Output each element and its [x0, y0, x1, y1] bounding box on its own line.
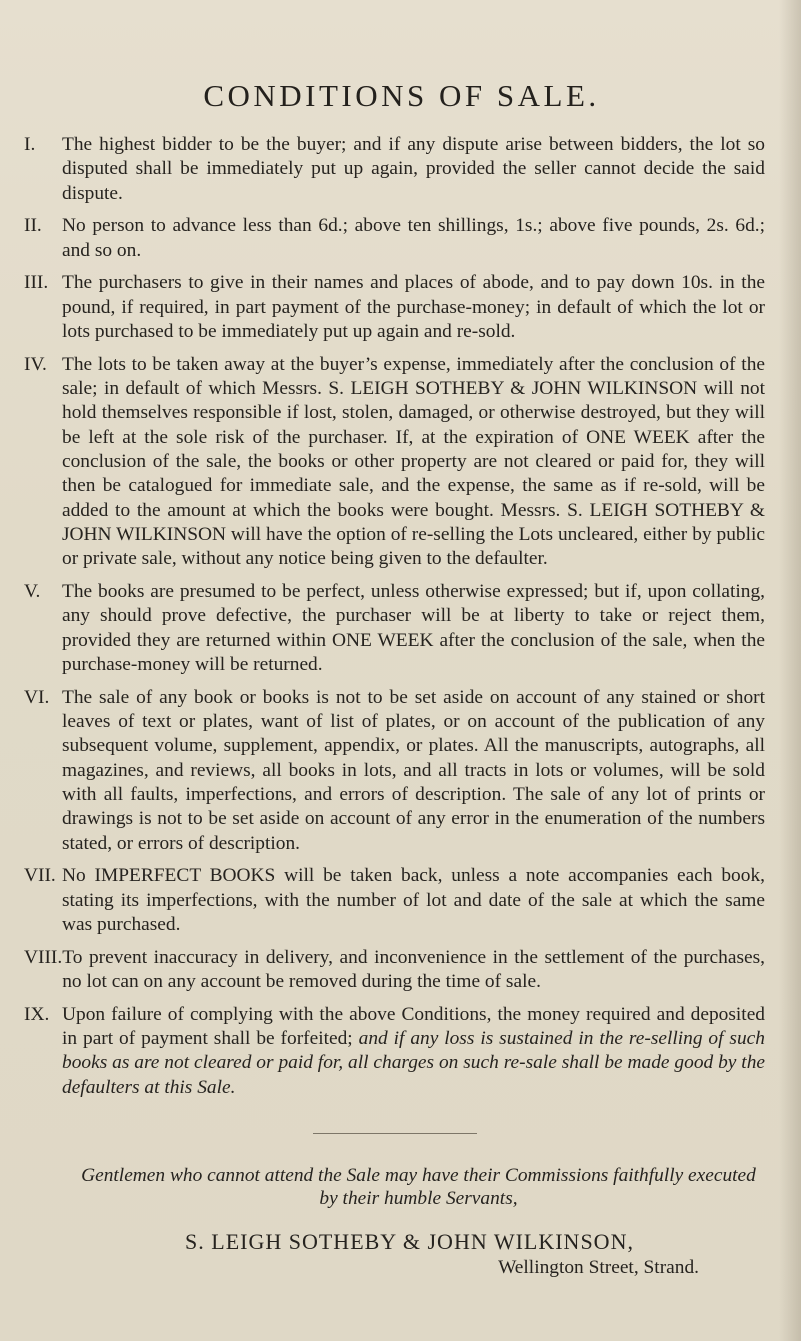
- condition-item: [24, 133, 765, 206]
- condition-numeral: VII.: [24, 865, 56, 887]
- condition-text-italic: and if any loss is sustained in the re-selling of such books as are not cleared or paid for, all charges on such re-sale shall be made good by the defaulters at this Sale.: [62, 1028, 765, 1098]
- condition-item: [24, 271, 765, 344]
- condition-numeral: II.: [24, 215, 42, 237]
- condition-text: Upon failure of complying with the above Conditions, the money required and deposited in part of payment shall be forfeited;: [62, 1003, 765, 1050]
- condition-item: [24, 1003, 765, 1100]
- closing-note: Gentlemen who cannot attend the Sale may have their Commissions faithfully executed by their humble Servants,: [81, 1164, 756, 1209]
- condition-text-wrapper: [62, 1003, 765, 1100]
- condition-text: No IMPERFECT BOOKS will be taken back, unless a note accompanies each book, stating its imperfections, with the number of lot and date of the sale at which the same was purchased.: [62, 865, 765, 935]
- condition-numeral: IV.: [24, 353, 47, 375]
- condition-item: [24, 214, 765, 263]
- condition-item: [24, 946, 765, 995]
- condition-numeral: V.: [24, 581, 41, 603]
- condition-text: No person to advance less than 6d.; above ten shillings, 1s.; above five pounds, 2s. 6d.; and so on.: [62, 215, 765, 261]
- conditions-list: [24, 133, 765, 1100]
- page-title: CONDITIONS OF SALE.: [203, 78, 600, 113]
- condition-text: The highest bidder to be the buyer; and if any dispute arise between bidders, the lot so disputed shall be immediately put up again, provided the seller cannot decide the said dispute.: [62, 134, 765, 204]
- divider-rule: [313, 1133, 477, 1134]
- condition-item: [24, 864, 765, 937]
- condition-text: The purchasers to give in their names and places of abode, and to pay down 10s. in the pound, if required, in part payment of the purchase-money; in default of which the lot or lots purchased to be immediately put up again and re-sold.: [62, 272, 765, 343]
- condition-text: To prevent inaccuracy in delivery, and inconvenience in the settlement of the purchases, no lot can on any account be removed during the time of sale.: [62, 946, 765, 992]
- condition-item: [24, 580, 765, 677]
- condition-numeral: IX.: [24, 1003, 50, 1025]
- condition-item: [24, 353, 765, 572]
- firm-name: S. LEIGH SOTHEBY & JOHN WILKINSON,: [185, 1229, 634, 1255]
- condition-numeral: VI.: [24, 686, 50, 708]
- condition-numeral: I.: [24, 134, 36, 155]
- condition-numeral: VIII.: [24, 946, 63, 968]
- condition-text: The sale of any book or books is not to be set aside on account of any stained or short leaves of text or plates, want of list of plates, or on account of the publication of any subsequent volume, supplement, appendix, or plates. All the manuscripts, autographs, all magazines, and reviews, all books in lots, and all tracts in lots or volumes, will be sold with all faults, imperfections, and errors of description. The sale of any lot of prints or drawings is not to be set aside on account of any error in the enumeration of the numbers stated, or errors of description.: [62, 686, 765, 854]
- condition-text: The lots to be taken away at the buyer’s expense, immediately after the conclusion of the sale; in default of which Messrs. S. LEIGH SOTHEBY & JOHN WILKINSON will not hold themselves responsible if lost, stolen, damaged, or otherwise destroyed, but they will be left at the sole risk of the purchaser. If, at the expiration of ONE WEEK after the conclusion of the sale, the books or other property are not cleared or paid for, they will then be catalogued for immediate sale, and the expense, the same as if re-sold, will be added to the amount at which the books were bought. Messrs. S. LEIGH SOTHEBY & JOHN WILKINSON will have the option of re-selling the Lots uncleared, either by public or private sale, without any notice being given to the defaulter.: [62, 353, 765, 570]
- condition-numeral: III.: [24, 272, 49, 294]
- condition-item: [24, 686, 765, 856]
- firm-address: Wellington Street, Strand.: [498, 1257, 699, 1279]
- condition-text: The books are presumed to be perfect, unless otherwise expressed; but if, upon collating, any should prove defective, the purchaser will be at liberty to take or reject them, provided they are returned within ONE WEEK after the conclusion of the sale, when the purchase-money will be returned.: [62, 581, 765, 675]
